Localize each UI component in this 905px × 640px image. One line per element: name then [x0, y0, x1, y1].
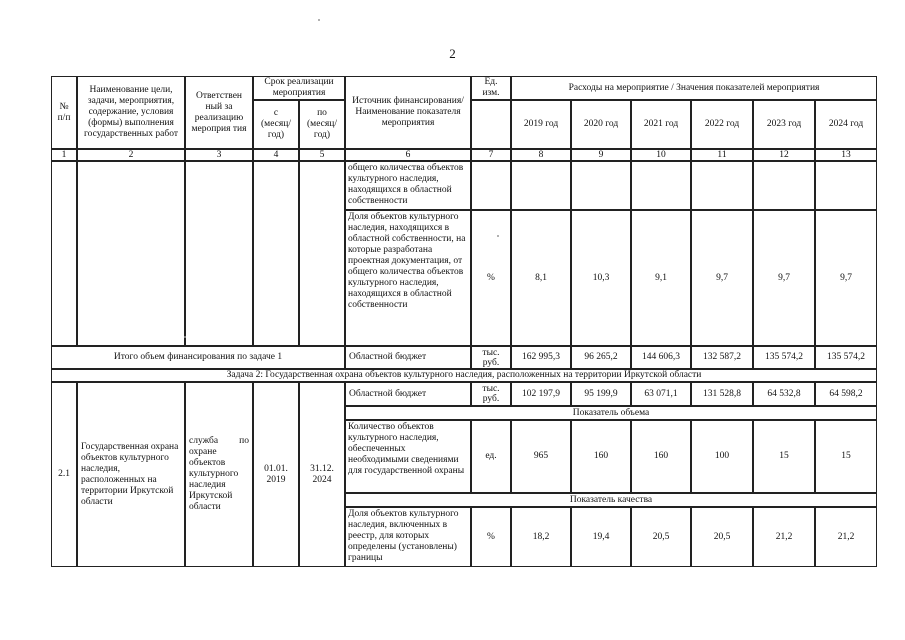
header-year: 2022 год: [691, 100, 753, 149]
column-number: 4: [253, 149, 299, 161]
header-unit: Ед. изм.: [471, 76, 511, 100]
total-value: 135 574,2: [753, 346, 815, 369]
volume-indicator-header: Показатель объема: [345, 406, 877, 420]
share-value: 8,1: [511, 210, 571, 346]
volume-unit: ед.: [471, 420, 511, 493]
quality-value: 20,5: [631, 507, 691, 567]
header-responsible: Ответствен ный за реализацию мероприя тия: [185, 76, 253, 149]
measure-name: Государственная охрана объектов культурного наследия, расположенных на территории Иркутской области: [77, 382, 185, 567]
total-unit: тыс. руб.: [471, 346, 511, 369]
share-value: 10,3: [571, 210, 631, 346]
volume-value: 100: [691, 420, 753, 493]
quality-unit: %: [471, 507, 511, 567]
measure-source: Областной бюджет: [345, 382, 471, 406]
volume-value: 965: [511, 420, 571, 493]
quality-value: 21,2: [815, 507, 877, 567]
measure-responsible: служба по охране объектов культурного наследия Иркутской области: [185, 382, 253, 567]
column-number: 8: [511, 149, 571, 161]
scan-speck: [497, 235, 499, 237]
volume-value: 160: [631, 420, 691, 493]
column-number: 9: [571, 149, 631, 161]
header-from: с (месяц/ год): [253, 100, 299, 149]
column-number: 11: [691, 149, 753, 161]
header-unit-empty: [471, 100, 511, 149]
quality-value: 20,5: [691, 507, 753, 567]
measure-number: 2.1: [51, 382, 77, 567]
column-number: 7: [471, 149, 511, 161]
header-name: Наименование цели, задачи, мероприятия, содержание, условия (формы) выполнения государственных работ: [77, 76, 185, 149]
column-number: 10: [631, 149, 691, 161]
share-value: 9,7: [753, 210, 815, 346]
header-year: 2021 год: [631, 100, 691, 149]
empty-cell: [471, 161, 511, 210]
quality-indicator-header: Показатель качества: [345, 493, 877, 507]
share-value: 9,1: [631, 210, 691, 346]
total-value: 135 574,2: [815, 346, 877, 369]
empty-cell: [815, 161, 877, 210]
measure-value: 131 528,8: [691, 382, 753, 406]
column-number: 13: [815, 149, 877, 161]
header-to: по (месяц/ год): [299, 100, 345, 149]
empty-cell: [571, 161, 631, 210]
empty-cell: [51, 161, 77, 346]
empty-cell: [631, 161, 691, 210]
quality-value: 21,2: [753, 507, 815, 567]
quality-value: 19,4: [571, 507, 631, 567]
total-value: 144 606,3: [631, 346, 691, 369]
header-year: 2020 год: [571, 100, 631, 149]
total-value: 96 265,2: [571, 346, 631, 369]
column-number: 6: [345, 149, 471, 161]
measure-value: 64 598,2: [815, 382, 877, 406]
column-number: 5: [299, 149, 345, 161]
column-number: 12: [753, 149, 815, 161]
empty-cell: [299, 161, 345, 346]
header-expenses: Расходы на мероприятие / Значения показателей мероприятия: [511, 76, 877, 100]
scan-speck: [184, 336, 186, 338]
measure-value: 95 199,9: [571, 382, 631, 406]
header-year: 2024 год: [815, 100, 877, 149]
empty-cell: [511, 161, 571, 210]
volume-value: 15: [815, 420, 877, 493]
scan-speck: [318, 19, 320, 21]
volume-value: 15: [753, 420, 815, 493]
column-number: 2: [77, 149, 185, 161]
share-value: 9,7: [815, 210, 877, 346]
measure-unit: тыс. руб.: [471, 382, 511, 406]
empty-cell: [185, 161, 253, 346]
empty-cell: [253, 161, 299, 346]
header-term: Срок реализации мероприятия: [253, 76, 345, 100]
share-unit: %: [471, 210, 511, 346]
column-number: 1: [51, 149, 77, 161]
quality-value: 18,2: [511, 507, 571, 567]
share-value: 9,7: [691, 210, 753, 346]
volume-value: 160: [571, 420, 631, 493]
column-number: 3: [185, 149, 253, 161]
measure-value: 102 197,9: [511, 382, 571, 406]
header-year: 2023 год: [753, 100, 815, 149]
header-year: 2019 год: [511, 100, 571, 149]
quality-indicator-text: Доля объектов культурного наследия, включенных в реестр, для которых определены (установлены) границы: [345, 507, 471, 567]
indicator-share-project-docs: Доля объектов культурного наследия, находящихся в областной собственности, на которые разработана проектная документация, от общего количества объектов культурного наследия, находящихся в областной собственности: [345, 210, 471, 346]
total-value: 132 587,2: [691, 346, 753, 369]
measure-end-date: 31.12. 2024: [299, 382, 345, 567]
measure-value: 63 071,1: [631, 382, 691, 406]
empty-cell: [753, 161, 815, 210]
total-value: 162 995,3: [511, 346, 571, 369]
total-source: Областной бюджет: [345, 346, 471, 369]
measure-value: 64 532,8: [753, 382, 815, 406]
empty-cell: [77, 161, 185, 346]
task-2-title: Задача 2: Государственная охрана объектов культурного наследия, расположенных на территории Иркутской области: [51, 369, 877, 382]
empty-cell: [691, 161, 753, 210]
total-label: Итого объем финансирования по задаче 1: [51, 346, 345, 369]
header-source: Источник финансирования/ Наименование показателя мероприятия: [345, 76, 471, 149]
header-num: № п/п: [51, 76, 77, 149]
volume-indicator-text: Количество объектов культурного наследия, обеспеченных необходимыми сведениями для государственной охраны: [345, 420, 471, 493]
measure-start-date: 01.01. 2019: [253, 382, 299, 567]
page-number: 2: [449, 46, 456, 61]
indicator-continuation: общего количества объектов культурного наследия, находящихся в областной собственности: [345, 161, 471, 210]
